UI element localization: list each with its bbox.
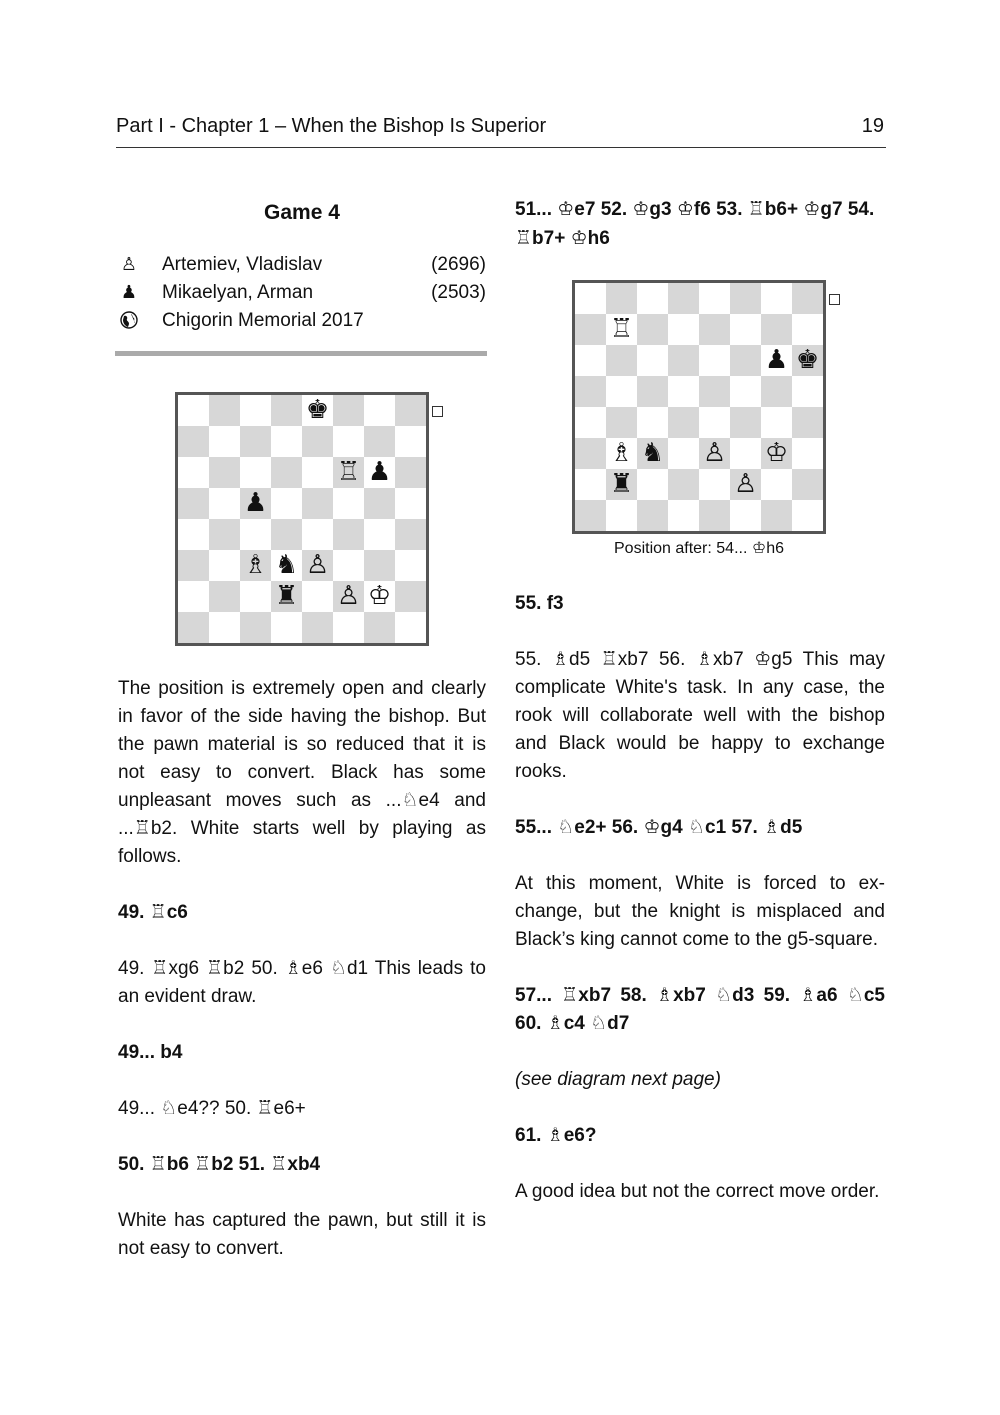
running-header <box>116 113 886 148</box>
board-square <box>395 519 426 550</box>
board-square <box>668 283 699 314</box>
white-pawn-icon: ♙ <box>733 469 758 499</box>
board-square <box>271 457 302 488</box>
board-square <box>792 314 823 345</box>
black-player-row <box>118 279 486 307</box>
board-square <box>668 500 699 531</box>
board-square <box>668 438 699 469</box>
white-player-row <box>118 251 486 279</box>
board-square <box>792 438 823 469</box>
board-square <box>333 612 364 643</box>
board-square <box>637 407 668 438</box>
board-square <box>730 376 761 407</box>
black-player-name: Mikaelyan, Arman <box>162 282 314 303</box>
board-square <box>240 612 271 643</box>
board-square <box>364 612 395 643</box>
board-square <box>271 426 302 457</box>
board-square <box>395 612 426 643</box>
left-column <box>118 195 486 356</box>
board-square <box>240 426 271 457</box>
board-square <box>302 488 333 519</box>
board-square <box>302 612 333 643</box>
white-bishop-icon: ♗ <box>243 550 268 580</box>
white-player-rating: (2696) <box>431 254 486 275</box>
board-square <box>575 376 606 407</box>
board-square <box>668 314 699 345</box>
board-square <box>271 395 302 426</box>
board-square <box>333 519 364 550</box>
white-pawn-icon: ♙ <box>120 254 138 275</box>
board-square <box>575 500 606 531</box>
move-55-black: 55... ♘e2+ 56. ♔g4 ♘c1 57. ♗d5 <box>515 817 803 838</box>
board-square <box>240 581 271 612</box>
board-square <box>637 376 668 407</box>
board-square <box>730 438 761 469</box>
variation-55: 55. ♗d5 ♖xb7 56. ♗xb7 ♔g5 This may complicate White's task. In any case, the rook will collaborate well with the bishop and Black would be happy to exchange rooks. <box>515 649 885 782</box>
board-square <box>761 376 792 407</box>
white-bishop-icon: ♗ <box>609 438 634 468</box>
board-square <box>575 314 606 345</box>
board-square <box>575 407 606 438</box>
white-king-icon: ♔ <box>367 581 392 611</box>
intro-paragraph: The position is extremely open and clearly in favor of the side having the bishop. But the pawn material is so reduced that it is not easy to convert. Black has some unpleasant moves such as ...♘e4 and ...♖b2. White starts well by playing as follows. <box>118 678 486 867</box>
closing-paragraph: White has captured the pawn, but still it is not easy to convert. <box>118 1210 486 1259</box>
board-square <box>333 488 364 519</box>
move-50: 50. ♖b6 ♖b2 51. ♖xb4 <box>118 1154 321 1175</box>
board-square <box>792 500 823 531</box>
board-square <box>209 488 240 519</box>
black-king-icon: ♚ <box>795 345 820 375</box>
board-square <box>699 283 730 314</box>
board-square <box>364 519 395 550</box>
right-column-top <box>515 195 885 253</box>
board-square <box>668 345 699 376</box>
board-square <box>761 283 792 314</box>
board-square <box>395 426 426 457</box>
board-square <box>730 407 761 438</box>
board-square <box>792 376 823 407</box>
event-name: Chigorin Memorial 2017 <box>162 310 364 331</box>
board-square <box>668 469 699 500</box>
board-square <box>606 345 637 376</box>
chapter-title: Part I - Chapter 1 – When the Bishop Is Superior <box>116 115 547 137</box>
chess-board <box>572 280 826 534</box>
white-rook-icon: ♖ <box>609 314 634 344</box>
board-square <box>730 283 761 314</box>
board-square <box>271 488 302 519</box>
board-square <box>637 283 668 314</box>
board-square <box>240 457 271 488</box>
board-square <box>761 469 792 500</box>
board-square <box>699 407 730 438</box>
white-pawn-icon: ♙ <box>336 581 361 611</box>
board-square <box>209 519 240 550</box>
board-square <box>364 426 395 457</box>
board-square <box>271 612 302 643</box>
board-square <box>575 283 606 314</box>
board-square <box>302 581 333 612</box>
board-square <box>606 283 637 314</box>
move-49-black: 49... b4 <box>118 1042 183 1063</box>
board-square <box>792 469 823 500</box>
diagram-note: (see diagram next page) <box>515 1069 721 1090</box>
board-square <box>761 407 792 438</box>
board-square <box>178 457 209 488</box>
board-square <box>637 469 668 500</box>
variation-49-black: 49... ♘e4?? 50. ♖e6+ <box>118 1098 306 1119</box>
game-title: Game 4 <box>264 201 340 224</box>
board-square <box>240 519 271 550</box>
page-number: 19 <box>861 115 884 137</box>
board-square <box>699 500 730 531</box>
board-square <box>209 395 240 426</box>
white-pawn-icon: ♙ <box>305 550 330 580</box>
board-square <box>699 345 730 376</box>
board-square <box>178 581 209 612</box>
board-square <box>575 345 606 376</box>
move-61: 61. ♗e6? <box>515 1125 597 1146</box>
black-pawn-icon: ♟ <box>367 457 392 487</box>
board-square <box>730 500 761 531</box>
white-pawn-icon: ♙ <box>702 438 727 468</box>
board-square <box>395 395 426 426</box>
diagram-caption: Position after: 54... ♔h6 <box>614 540 784 557</box>
exchange-paragraph: At this moment, White is forced to exchange, but the knight is misplaced and Black’s king cannot come to the g5-square. <box>515 873 885 950</box>
move-51: 51... ♔e7 52. ♔g3 ♔f6 53. ♖b6+ ♔g7 54. ♖b7+ ♔h6 <box>515 199 875 249</box>
board-square <box>333 395 364 426</box>
board-square <box>792 407 823 438</box>
board-square <box>333 426 364 457</box>
black-king-icon: ♚ <box>305 395 330 425</box>
board-square <box>637 345 668 376</box>
board-square <box>699 469 730 500</box>
board-square <box>761 500 792 531</box>
white-rook-icon: ♖ <box>336 457 361 487</box>
white-player-name: Artemiev, Vladislav <box>162 254 323 275</box>
black-pawn-icon: ♟ <box>120 282 138 303</box>
board-square <box>395 457 426 488</box>
board-square <box>606 500 637 531</box>
board-square <box>668 376 699 407</box>
board-square <box>606 407 637 438</box>
black-knight-icon: ♞ <box>640 438 665 468</box>
black-pawn-icon: ♟ <box>243 488 268 518</box>
black-player-rating: (2503) <box>431 282 486 303</box>
board-square <box>395 488 426 519</box>
board-square <box>364 488 395 519</box>
board-square <box>178 550 209 581</box>
board-square <box>271 519 302 550</box>
board-square <box>209 612 240 643</box>
white-king-icon: ♔ <box>764 438 789 468</box>
board-square <box>637 314 668 345</box>
divider <box>115 351 487 356</box>
black-rook-icon: ♜ <box>274 581 299 611</box>
board-square <box>240 395 271 426</box>
board-square <box>178 519 209 550</box>
move-57: 57... ♖xb7 58. ♗xb7 ♘d3 59. ♗a6 ♘c5 60. ♗c4 ♘d7 <box>515 985 885 1034</box>
board-square <box>606 376 637 407</box>
board-square <box>209 457 240 488</box>
final-paragraph: A good idea but not the correct move order. <box>515 1181 880 1202</box>
board-square <box>178 612 209 643</box>
black-knight-icon: ♞ <box>274 550 299 580</box>
board-square <box>302 426 333 457</box>
board-square <box>209 550 240 581</box>
board-square <box>699 314 730 345</box>
move-55: 55. f3 <box>515 593 564 614</box>
left-column-text <box>118 675 486 1263</box>
black-rook-icon: ♜ <box>609 469 634 499</box>
board-square <box>395 581 426 612</box>
board-square <box>792 283 823 314</box>
board-square <box>302 457 333 488</box>
white-to-move-indicator <box>829 294 840 305</box>
board-square <box>302 519 333 550</box>
board-square <box>333 550 364 581</box>
black-pawn-icon: ♟ <box>764 345 789 375</box>
globe-icon <box>118 307 140 335</box>
board-square <box>178 488 209 519</box>
chess-board <box>175 392 429 646</box>
board-square <box>364 550 395 581</box>
board-square <box>637 500 668 531</box>
variation-49: 49. ♖xg6 ♖b2 50. ♗e6 ♘d1 This leads to an evident draw. <box>118 958 486 1007</box>
board-square <box>575 438 606 469</box>
board-square <box>209 426 240 457</box>
board-square <box>575 469 606 500</box>
event-row <box>118 307 486 335</box>
board-square <box>761 314 792 345</box>
board-square <box>178 426 209 457</box>
move-49: 49. ♖c6 <box>118 902 188 923</box>
board-square <box>209 581 240 612</box>
board-square <box>730 314 761 345</box>
right-column-text <box>515 590 885 1206</box>
board-square <box>730 345 761 376</box>
board-square <box>395 550 426 581</box>
board-square <box>699 376 730 407</box>
board-square <box>364 395 395 426</box>
board-square <box>668 407 699 438</box>
board-square <box>178 395 209 426</box>
white-to-move-indicator <box>432 406 443 417</box>
